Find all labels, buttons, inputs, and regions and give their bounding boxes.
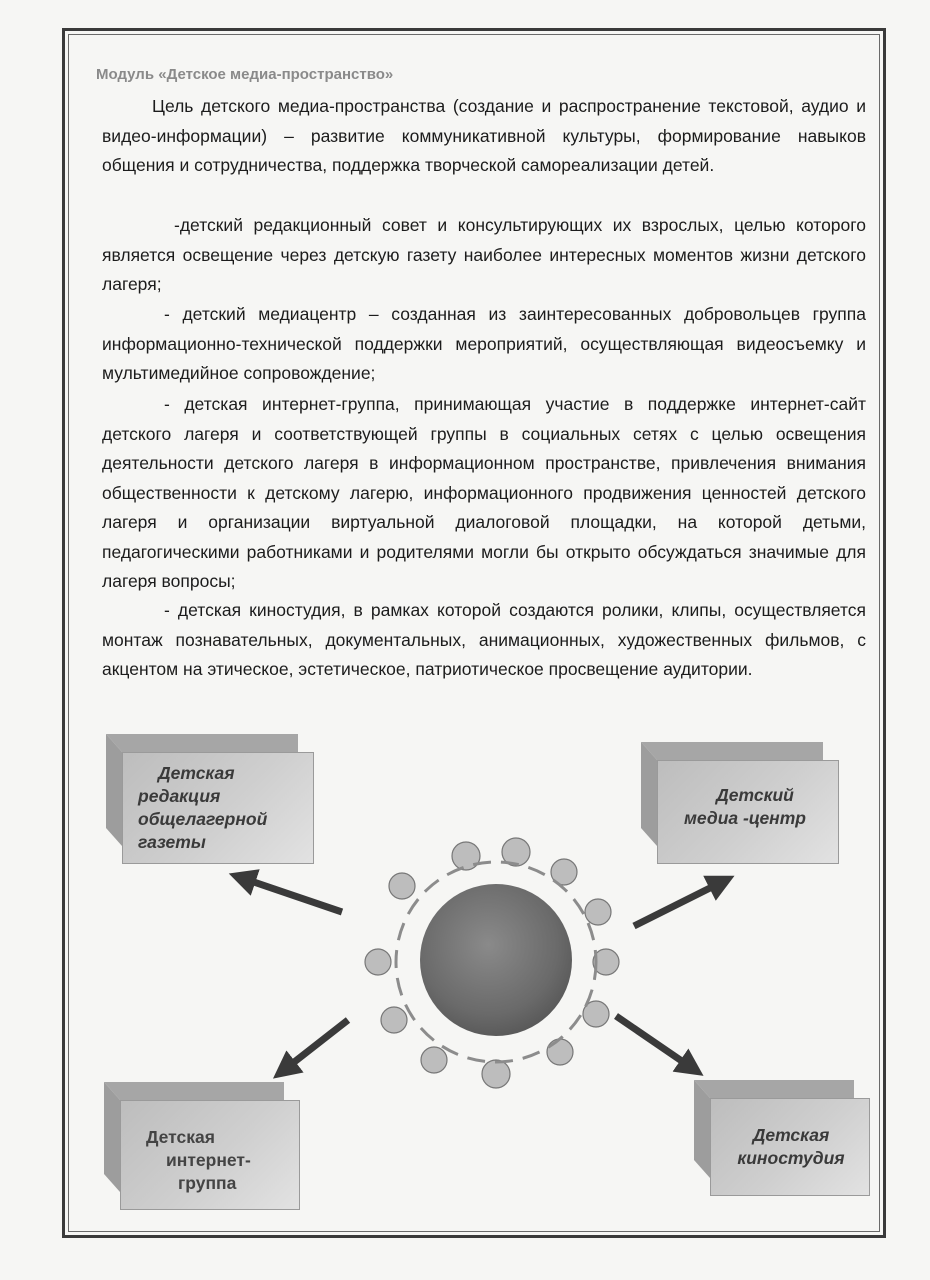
child-figure	[547, 1039, 573, 1065]
arrow-to-media-center	[634, 882, 722, 926]
module-title: Модуль «Детское медиа-пространство»	[96, 66, 394, 83]
globe-illustration	[365, 838, 619, 1088]
child-figure	[421, 1047, 447, 1073]
box-newspaper-line-4: газеты	[138, 832, 206, 852]
box-film-studio-line-2: киностудия	[737, 1148, 845, 1168]
globe	[420, 884, 572, 1036]
arrow-to-newspaper	[242, 878, 342, 912]
child-figure	[389, 873, 415, 899]
paragraph-film-studio: - детская киностудия, в рамках которой создаются ролики, клипы, осуществляется монтаж познавательных, документальных, анимационных, художественных фильмов, с акцентом на этическое, эстетическое, патриотическое просвещение аудитории.	[102, 600, 866, 679]
child-figure	[365, 949, 391, 975]
box-newspaper-line-3: общелагерной	[138, 809, 268, 829]
paragraph-media-center: - детский медиацентр – созданная из заинтересованных добровольцев группа информационно-технической поддержки мероприятий, осуществляющая видеосъемку и мультимедийное сопровождение;	[102, 304, 866, 383]
paragraph-goal: Цель детского медиа-пространства (создание и распространение текстовой, аудио и видео-информации) – развитие коммуникативной культуры, формирование навыков общения и сотрудничества, поддержка творческой самореализации детей.	[102, 96, 866, 175]
box-newspaper-line-1: Детская	[158, 763, 235, 783]
box-media-center-line-2: медиа -центр	[683, 808, 806, 828]
box-newspaper-line-2: редакция	[138, 786, 221, 806]
box-film-studio-line-1: Детская	[752, 1125, 830, 1145]
box-internet-group-line-2: интернет-	[166, 1150, 251, 1170]
paragraph-internet-group: - детская интернет-группа, принимающая участие в поддержке интернет-сайт детского лагеря и соответствующей группы в социальных сетях с целью освещения деятельности детского лагеря в информационном пространстве, привлечения внимания общественности к детскому лагерю, информационного продвижения ценностей детского лагеря и организации виртуальной диалоговой площадки, на которой детьми, педагогическими работниками и родителями могли бы открыто обсуждаться значимые для лагеря вопросы;	[102, 394, 866, 591]
box-media-center-line-1: Детский	[716, 785, 794, 805]
box-internet-group-line-1: Детская	[146, 1127, 215, 1147]
paragraph-editorial-council: -детский редакционный совет и консультирующих их взрослых, целью которого является освещение через детскую газету наиболее интересных моментов жизни детского лагеря;	[102, 215, 866, 294]
child-figure	[452, 842, 480, 870]
child-figure	[482, 1060, 510, 1088]
box-internet-group-line-3: группа	[178, 1173, 237, 1193]
child-figure	[381, 1007, 407, 1033]
child-figure	[585, 899, 611, 925]
arrow-to-internet-group	[284, 1020, 348, 1070]
arrow-to-film-studio	[616, 1016, 692, 1068]
